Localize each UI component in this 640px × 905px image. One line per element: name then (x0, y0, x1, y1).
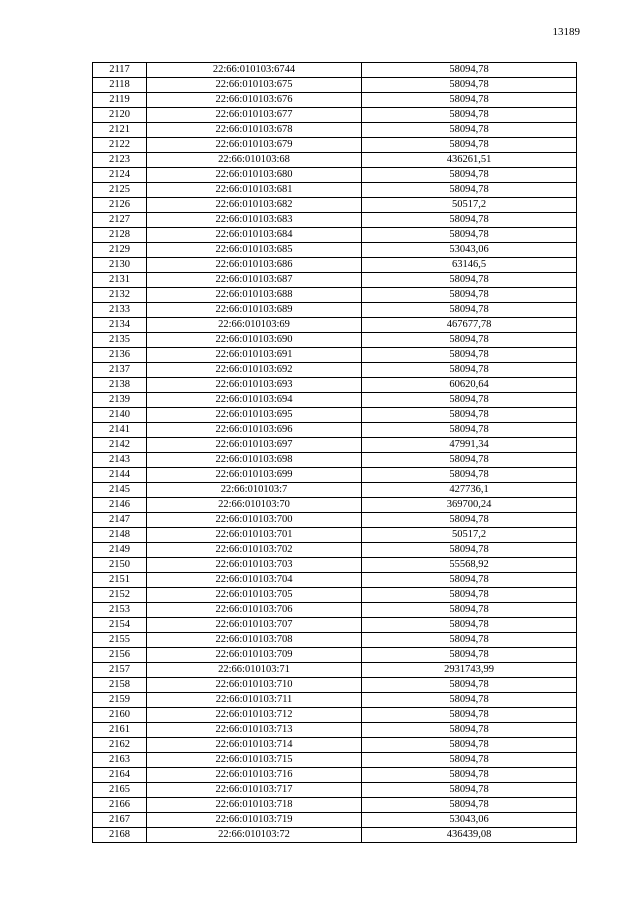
value-cell: 50517,2 (362, 198, 577, 213)
row-number-cell: 2162 (93, 738, 147, 753)
row-number-cell: 2161 (93, 723, 147, 738)
cadastral-number-cell: 22:66:010103:699 (147, 468, 362, 483)
table-row (93, 468, 577, 483)
table-row (93, 243, 577, 258)
table-row (93, 213, 577, 228)
value-cell: 58094,78 (362, 93, 577, 108)
cadastral-number-cell: 22:66:010103:717 (147, 783, 362, 798)
row-number-cell: 2132 (93, 288, 147, 303)
cadastral-number-cell: 22:66:010103:684 (147, 228, 362, 243)
table-row (93, 828, 577, 843)
cadastral-number-cell: 22:66:010103:715 (147, 753, 362, 768)
row-number-cell: 2142 (93, 438, 147, 453)
value-cell: 58094,78 (362, 168, 577, 183)
value-cell: 436261,51 (362, 153, 577, 168)
cadastral-number-cell: 22:66:010103:718 (147, 798, 362, 813)
cadastral-number-cell: 22:66:010103:68 (147, 153, 362, 168)
cadastral-number-cell: 22:66:010103:675 (147, 78, 362, 93)
value-cell: 58094,78 (362, 723, 577, 738)
table-row (93, 288, 577, 303)
table-row (93, 168, 577, 183)
value-cell: 63146,5 (362, 258, 577, 273)
cadastral-number-cell: 22:66:010103:693 (147, 378, 362, 393)
value-cell: 60620,64 (362, 378, 577, 393)
cadastral-number-cell: 22:66:010103:691 (147, 348, 362, 363)
value-cell: 58094,78 (362, 108, 577, 123)
cadastral-number-cell: 22:66:010103:681 (147, 183, 362, 198)
value-cell: 58094,78 (362, 618, 577, 633)
row-number-cell: 2120 (93, 108, 147, 123)
row-number-cell: 2143 (93, 453, 147, 468)
table-row (93, 363, 577, 378)
cadastral-number-cell: 22:66:010103:700 (147, 513, 362, 528)
table-row (93, 648, 577, 663)
row-number-cell: 2130 (93, 258, 147, 273)
value-cell: 58094,78 (362, 408, 577, 423)
value-cell: 58094,78 (362, 363, 577, 378)
table-row (93, 438, 577, 453)
table-row (93, 783, 577, 798)
table-row (93, 108, 577, 123)
table-row (93, 318, 577, 333)
row-number-cell: 2129 (93, 243, 147, 258)
cadastral-number-cell: 22:66:010103:712 (147, 708, 362, 723)
row-number-cell: 2147 (93, 513, 147, 528)
table-row (93, 678, 577, 693)
cadastral-number-cell: 22:66:010103:685 (147, 243, 362, 258)
row-number-cell: 2153 (93, 603, 147, 618)
row-number-cell: 2134 (93, 318, 147, 333)
table-row (93, 618, 577, 633)
row-number-cell: 2123 (93, 153, 147, 168)
value-cell: 427736,1 (362, 483, 577, 498)
table-row (93, 603, 577, 618)
row-number-cell: 2126 (93, 198, 147, 213)
cadastral-number-cell: 22:66:010103:72 (147, 828, 362, 843)
cadastral-number-cell: 22:66:010103:690 (147, 333, 362, 348)
row-number-cell: 2117 (93, 63, 147, 78)
row-number-cell: 2164 (93, 768, 147, 783)
row-number-cell: 2121 (93, 123, 147, 138)
table-row (93, 78, 577, 93)
cadastral-number-cell: 22:66:010103:678 (147, 123, 362, 138)
value-cell: 58094,78 (362, 213, 577, 228)
table-row (93, 498, 577, 513)
table-row (93, 153, 577, 168)
cadastral-number-cell: 22:66:010103:692 (147, 363, 362, 378)
value-cell: 58094,78 (362, 393, 577, 408)
row-number-cell: 2138 (93, 378, 147, 393)
row-number-cell: 2167 (93, 813, 147, 828)
row-number-cell: 2135 (93, 333, 147, 348)
row-number-cell: 2118 (93, 78, 147, 93)
value-cell: 58094,78 (362, 648, 577, 663)
table-row (93, 543, 577, 558)
cadastral-number-cell: 22:66:010103:716 (147, 768, 362, 783)
value-cell: 47991,34 (362, 438, 577, 453)
table-body (93, 63, 577, 843)
row-number-cell: 2145 (93, 483, 147, 498)
row-number-cell: 2119 (93, 93, 147, 108)
value-cell: 58094,78 (362, 543, 577, 558)
table-row (93, 228, 577, 243)
value-cell: 58094,78 (362, 138, 577, 153)
table-row (93, 663, 577, 678)
cadastral-number-cell: 22:66:010103:714 (147, 738, 362, 753)
row-number-cell: 2133 (93, 303, 147, 318)
row-number-cell: 2122 (93, 138, 147, 153)
table-row (93, 123, 577, 138)
row-number-cell: 2156 (93, 648, 147, 663)
table-row (93, 348, 577, 363)
row-number-cell: 2136 (93, 348, 147, 363)
table-row (93, 393, 577, 408)
value-cell: 58094,78 (362, 513, 577, 528)
row-number-cell: 2166 (93, 798, 147, 813)
row-number-cell: 2165 (93, 783, 147, 798)
value-cell: 467677,78 (362, 318, 577, 333)
value-cell: 58094,78 (362, 63, 577, 78)
cadastral-number-cell: 22:66:010103:70 (147, 498, 362, 513)
value-cell: 58094,78 (362, 303, 577, 318)
value-cell: 58094,78 (362, 78, 577, 93)
value-cell: 369700,24 (362, 498, 577, 513)
value-cell: 58094,78 (362, 273, 577, 288)
table-row (93, 483, 577, 498)
page-number: 13189 (552, 26, 580, 38)
row-number-cell: 2152 (93, 588, 147, 603)
row-number-cell: 2168 (93, 828, 147, 843)
value-cell: 58094,78 (362, 453, 577, 468)
cadastral-number-cell: 22:66:010103:711 (147, 693, 362, 708)
value-cell: 58094,78 (362, 738, 577, 753)
row-number-cell: 2144 (93, 468, 147, 483)
table-row (93, 558, 577, 573)
value-cell: 2931743,99 (362, 663, 577, 678)
row-number-cell: 2140 (93, 408, 147, 423)
table-row (93, 513, 577, 528)
value-cell: 58094,78 (362, 333, 577, 348)
cadastral-number-cell: 22:66:010103:696 (147, 423, 362, 438)
value-cell: 58094,78 (362, 423, 577, 438)
table-row (93, 588, 577, 603)
cadastral-number-cell: 22:66:010103:709 (147, 648, 362, 663)
row-number-cell: 2149 (93, 543, 147, 558)
row-number-cell: 2150 (93, 558, 147, 573)
table-row (93, 273, 577, 288)
row-number-cell: 2148 (93, 528, 147, 543)
cadastral-value-table (92, 62, 577, 843)
value-cell: 58094,78 (362, 123, 577, 138)
row-number-cell: 2141 (93, 423, 147, 438)
table-row (93, 708, 577, 723)
table-row (93, 138, 577, 153)
cadastral-number-cell: 22:66:010103:71 (147, 663, 362, 678)
cadastral-number-cell: 22:66:010103:7 (147, 483, 362, 498)
row-number-cell: 2155 (93, 633, 147, 648)
cadastral-number-cell: 22:66:010103:719 (147, 813, 362, 828)
row-number-cell: 2124 (93, 168, 147, 183)
cadastral-number-cell: 22:66:010103:705 (147, 588, 362, 603)
table-row (93, 378, 577, 393)
table-row (93, 573, 577, 588)
cadastral-number-cell: 22:66:010103:69 (147, 318, 362, 333)
cadastral-number-cell: 22:66:010103:698 (147, 453, 362, 468)
table-row (93, 738, 577, 753)
table-row (93, 303, 577, 318)
cadastral-number-cell: 22:66:010103:680 (147, 168, 362, 183)
cadastral-number-cell: 22:66:010103:682 (147, 198, 362, 213)
table-row (93, 183, 577, 198)
value-cell: 58094,78 (362, 798, 577, 813)
table-row (93, 528, 577, 543)
value-cell: 53043,06 (362, 243, 577, 258)
value-cell: 58094,78 (362, 678, 577, 693)
row-number-cell: 2160 (93, 708, 147, 723)
table-row (93, 333, 577, 348)
value-cell: 53043,06 (362, 813, 577, 828)
table-row (93, 408, 577, 423)
cadastral-number-cell: 22:66:010103:677 (147, 108, 362, 123)
value-cell: 436439,08 (362, 828, 577, 843)
table-row (93, 633, 577, 648)
row-number-cell: 2125 (93, 183, 147, 198)
cadastral-number-cell: 22:66:010103:697 (147, 438, 362, 453)
value-cell: 58094,78 (362, 228, 577, 243)
cadastral-number-cell: 22:66:010103:694 (147, 393, 362, 408)
cadastral-number-cell: 22:66:010103:713 (147, 723, 362, 738)
table-row (93, 768, 577, 783)
value-cell: 58094,78 (362, 468, 577, 483)
value-cell: 58094,78 (362, 348, 577, 363)
row-number-cell: 2146 (93, 498, 147, 513)
table-row (93, 423, 577, 438)
value-cell: 58094,78 (362, 603, 577, 618)
value-cell: 50517,2 (362, 528, 577, 543)
row-number-cell: 2151 (93, 573, 147, 588)
row-number-cell: 2158 (93, 678, 147, 693)
row-number-cell: 2139 (93, 393, 147, 408)
cadastral-number-cell: 22:66:010103:6744 (147, 63, 362, 78)
value-cell: 55568,92 (362, 558, 577, 573)
table-row (93, 723, 577, 738)
table-row (93, 813, 577, 828)
cadastral-number-cell: 22:66:010103:686 (147, 258, 362, 273)
row-number-cell: 2154 (93, 618, 147, 633)
cadastral-number-cell: 22:66:010103:702 (147, 543, 362, 558)
row-number-cell: 2163 (93, 753, 147, 768)
cadastral-number-cell: 22:66:010103:704 (147, 573, 362, 588)
cadastral-number-cell: 22:66:010103:689 (147, 303, 362, 318)
value-cell: 58094,78 (362, 288, 577, 303)
row-number-cell: 2127 (93, 213, 147, 228)
cadastral-number-cell: 22:66:010103:688 (147, 288, 362, 303)
table-row (93, 198, 577, 213)
row-number-cell: 2157 (93, 663, 147, 678)
table-row (93, 693, 577, 708)
cadastral-number-cell: 22:66:010103:676 (147, 93, 362, 108)
row-number-cell: 2131 (93, 273, 147, 288)
table-row (93, 753, 577, 768)
row-number-cell: 2159 (93, 693, 147, 708)
table-row (93, 453, 577, 468)
table-row (93, 258, 577, 273)
cadastral-number-cell: 22:66:010103:695 (147, 408, 362, 423)
cadastral-number-cell: 22:66:010103:707 (147, 618, 362, 633)
cadastral-number-cell: 22:66:010103:703 (147, 558, 362, 573)
value-cell: 58094,78 (362, 573, 577, 588)
value-cell: 58094,78 (362, 708, 577, 723)
value-cell: 58094,78 (362, 753, 577, 768)
cadastral-number-cell: 22:66:010103:701 (147, 528, 362, 543)
value-cell: 58094,78 (362, 588, 577, 603)
value-cell: 58094,78 (362, 768, 577, 783)
value-cell: 58094,78 (362, 693, 577, 708)
cadastral-number-cell: 22:66:010103:710 (147, 678, 362, 693)
value-cell: 58094,78 (362, 633, 577, 648)
row-number-cell: 2137 (93, 363, 147, 378)
table-row (93, 93, 577, 108)
cadastral-number-cell: 22:66:010103:679 (147, 138, 362, 153)
table-row (93, 63, 577, 78)
cadastral-number-cell: 22:66:010103:708 (147, 633, 362, 648)
value-cell: 58094,78 (362, 183, 577, 198)
cadastral-number-cell: 22:66:010103:683 (147, 213, 362, 228)
cadastral-number-cell: 22:66:010103:706 (147, 603, 362, 618)
table-row (93, 798, 577, 813)
row-number-cell: 2128 (93, 228, 147, 243)
value-cell: 58094,78 (362, 783, 577, 798)
cadastral-number-cell: 22:66:010103:687 (147, 273, 362, 288)
